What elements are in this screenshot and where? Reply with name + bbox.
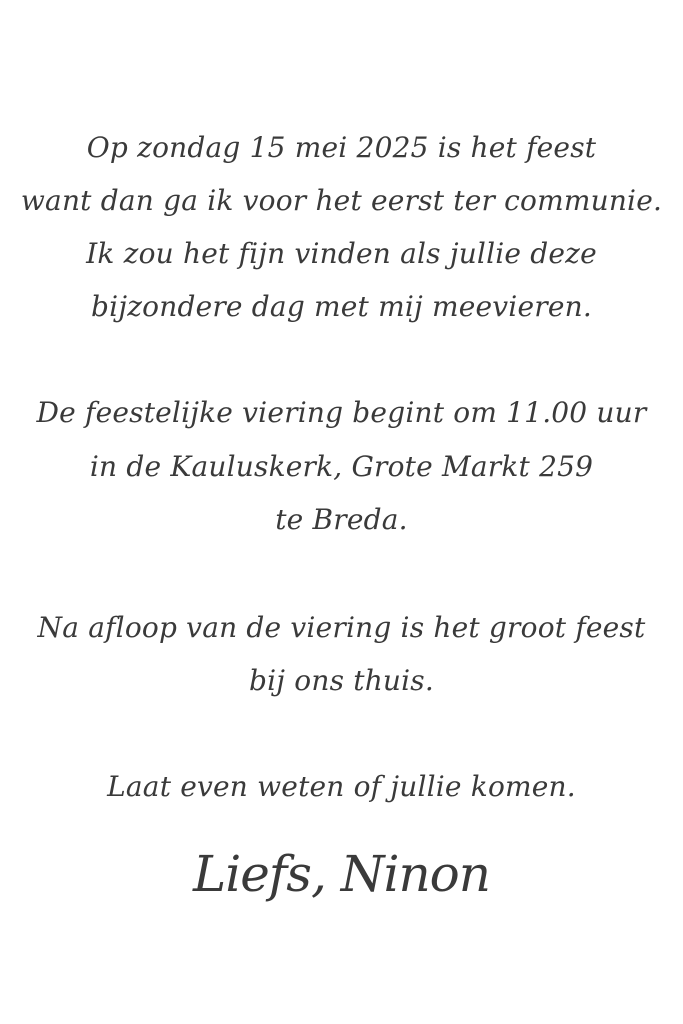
text-line: Ik zou het fijn vinden als jullie deze	[86, 237, 597, 270]
text-line: te Breda.	[275, 503, 408, 536]
text-line: bij ons thuis.	[249, 664, 434, 697]
signature: Liefs, Ninon	[193, 845, 490, 903]
text-line: in de Kauluskerk, Grote Markt 259	[89, 450, 594, 483]
text-line: Laat even weten of jullie komen.	[107, 770, 576, 803]
text-line: Op zondag 15 mei 2025 is het feest	[86, 131, 597, 164]
text-line: Na afloop van de viering is het groot feest	[37, 611, 646, 644]
text-line: De feestelijke viering begint om 11.00 uur	[36, 396, 647, 429]
text-line: bijzondere dag met mij meevieren.	[91, 290, 592, 323]
text-line: want dan ga ik voor het eerst ter communie.	[20, 184, 663, 217]
